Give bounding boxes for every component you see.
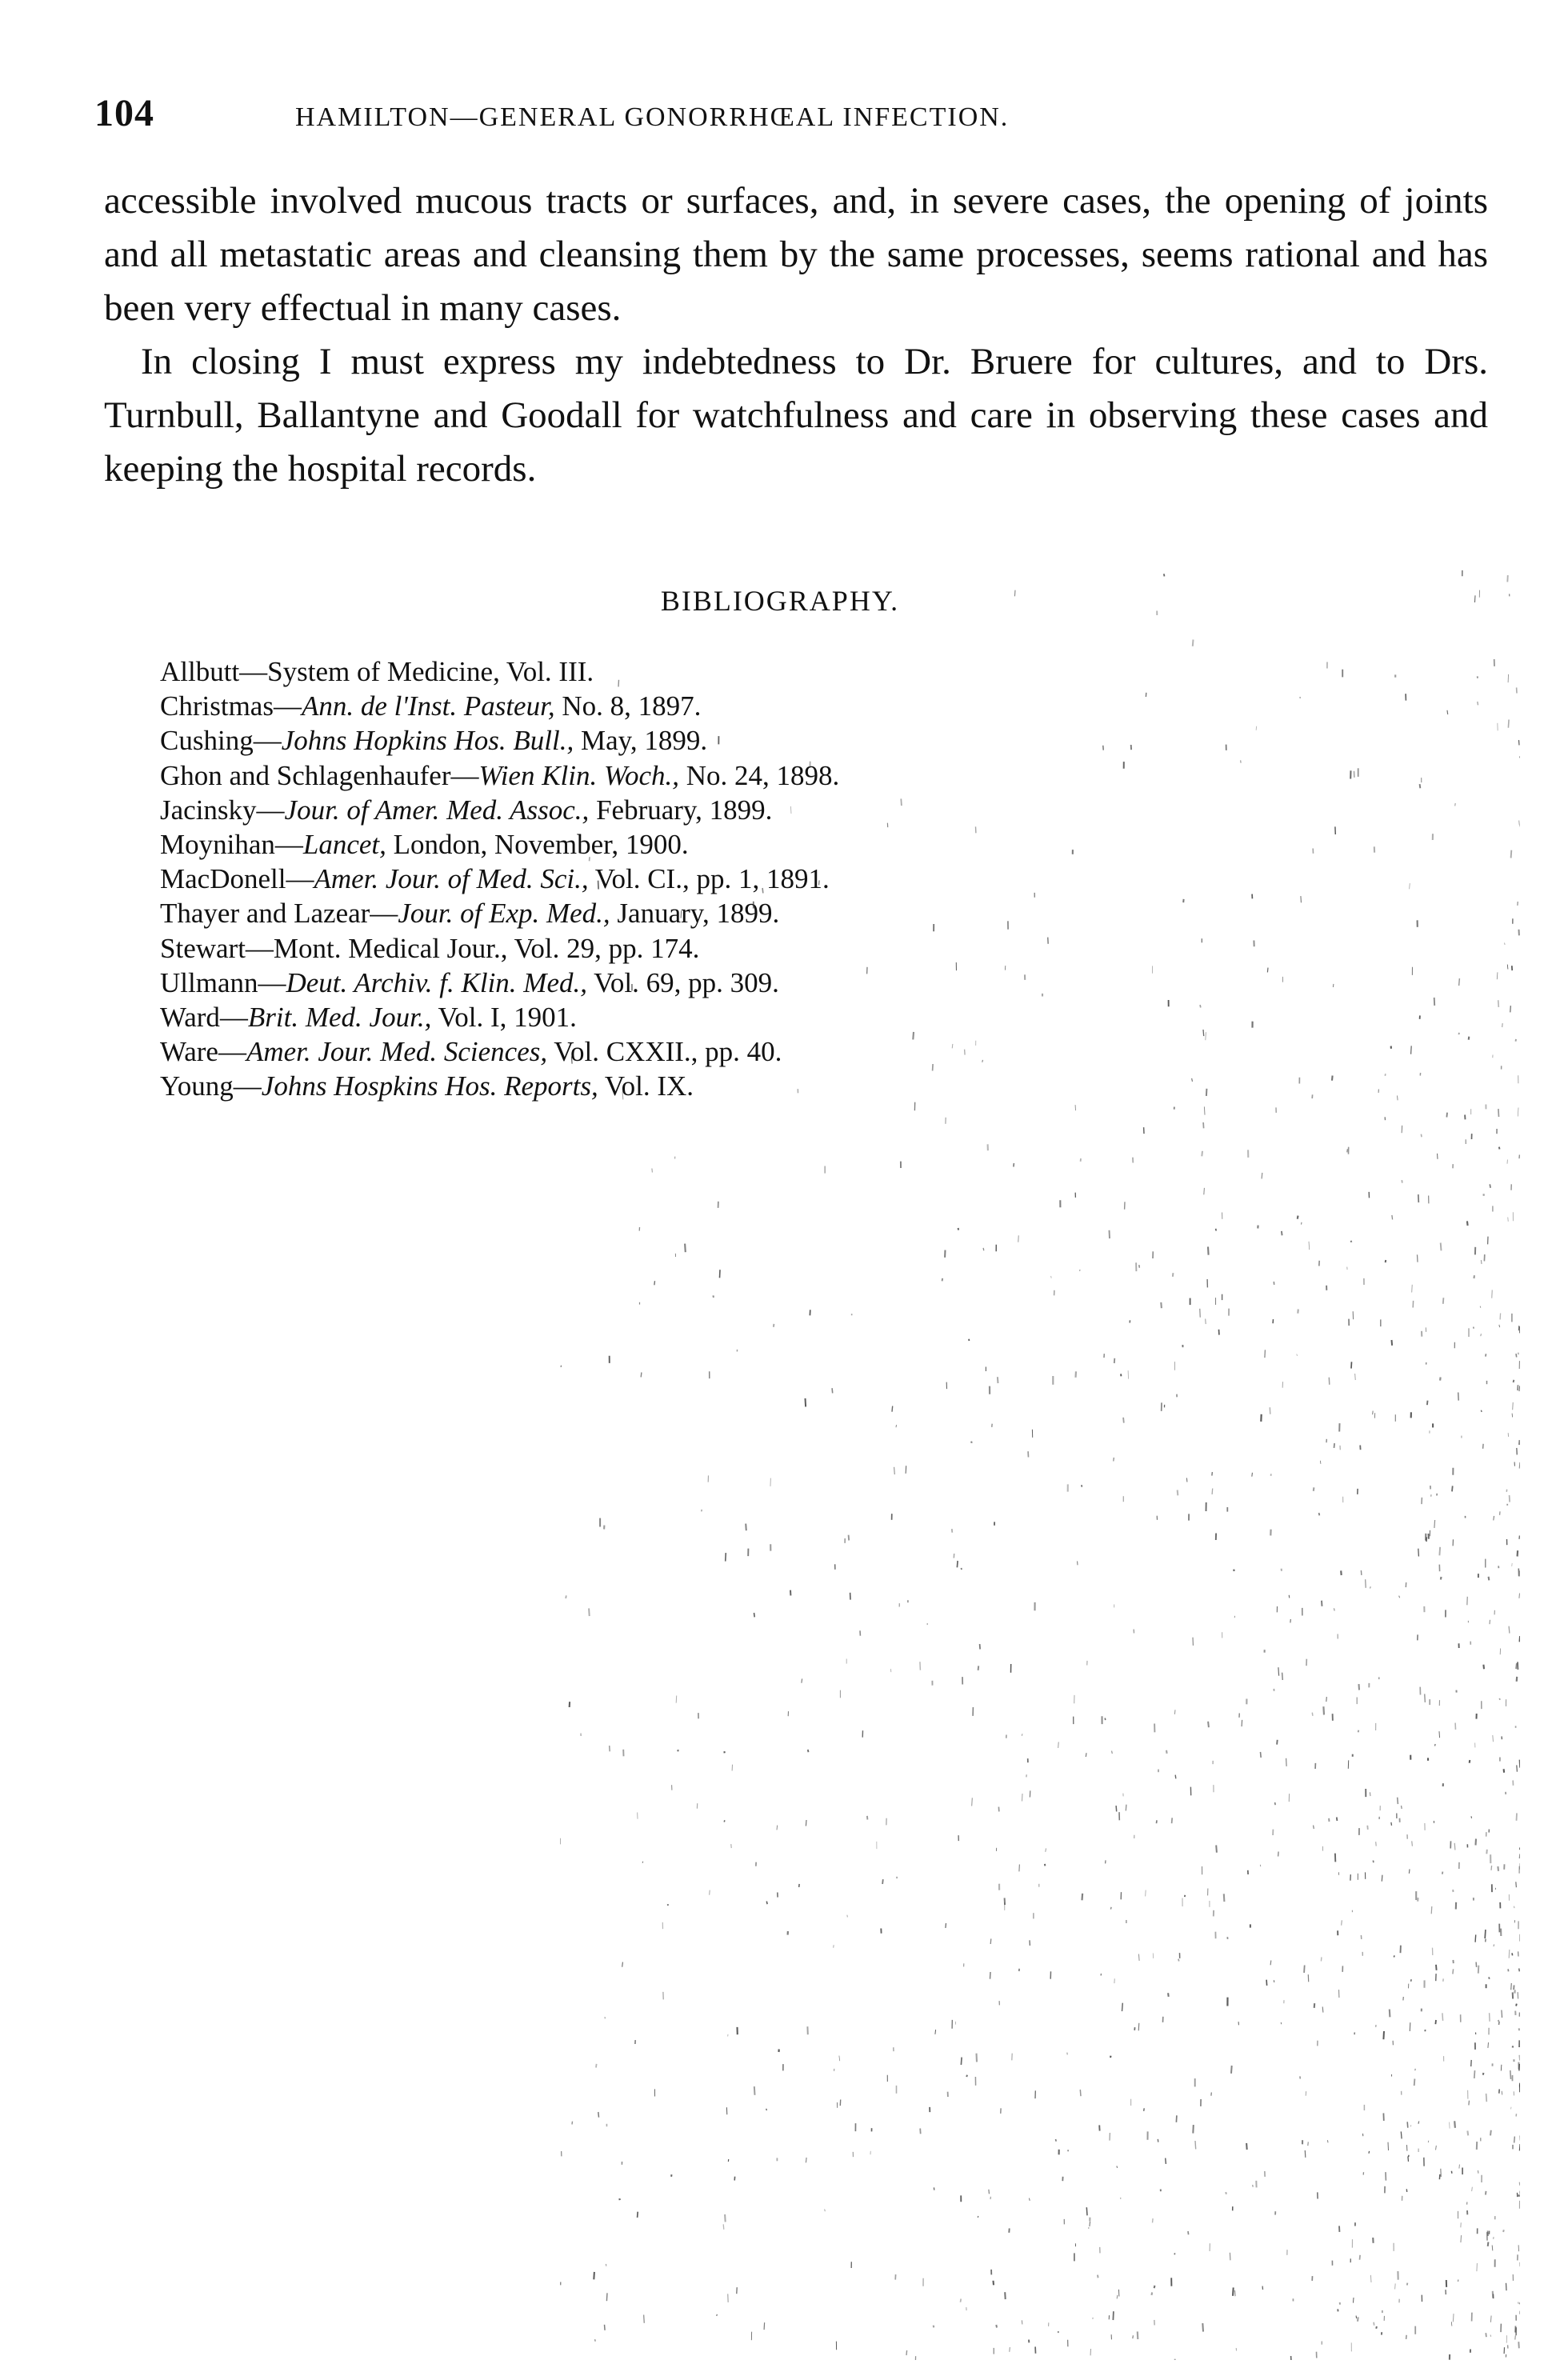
entry-journal: Amer. Jour. Med. Sciences, (246, 1036, 548, 1068)
bibliography-entry (160, 758, 1280, 793)
entry-details: No. 8, 1897. (554, 690, 702, 722)
entry-details: May, 1899. (574, 725, 708, 757)
running-title: HAMILTON—GENERAL GONORRHŒAL INFECTION. (295, 102, 1010, 132)
entry-author: Ward— (160, 1002, 248, 1034)
paragraph: In closing I must express my indebtedness to Dr. Bruere for cultures, and to Drs. Turnbull, Ballantyne and Goodall for watchfulness and care in observing these cases and keeping the hospital records. (104, 341, 1488, 490)
entry-journal: Deut. Archiv. f. Klin. Med., (286, 966, 587, 998)
bibliography-entry (160, 827, 1280, 862)
entry-journal: Lancet, (302, 829, 386, 861)
entry-author: Cushing— (160, 725, 282, 757)
entry-author: Jacinsky— (160, 794, 285, 826)
bibliography-entry (160, 723, 1280, 758)
bibliography-entry (160, 1069, 1280, 1103)
entry-author: Stewart—Mont. Medical Jour., Vol. 29, pp. 174. (160, 932, 700, 964)
page-number: 104 (94, 92, 154, 134)
bibliography-entry (160, 931, 1280, 966)
entry-author: Young— (160, 1070, 262, 1102)
entry-details: Vol. I, 1901. (431, 1002, 577, 1034)
entry-journal: Jour. of Amer. Med. Assoc., (284, 794, 590, 826)
entry-author: Moynihan— (160, 829, 303, 861)
entry-author: Christmas— (160, 690, 302, 722)
entry-details: January, 1899. (610, 898, 780, 930)
bibliography-entry (160, 1000, 1280, 1034)
entry-author: Thayer and Lazear— (160, 898, 398, 930)
bibliography-entry (160, 654, 1280, 689)
bibliography-heading: BIBLIOGRAPHY. (660, 585, 900, 617)
body-text (104, 174, 1488, 496)
entry-journal: Johns Hospkins Hos. Reports, (261, 1070, 598, 1102)
paragraph: accessible involved mucous tracts or surfaces, and, in severe cases, the opening of joints and all metastatic areas and cleansing them by the same processes, seems rational and has been very effectual in many cases. (104, 180, 1488, 329)
entry-journal: Amer. Jour. of Med. Sci., (314, 863, 589, 895)
entry-details: Vol. 69, pp. 309. (587, 966, 779, 998)
entry-details: February, 1899. (589, 794, 773, 826)
entry-details: London, November, 1900. (386, 829, 689, 861)
bibliography-entry (160, 966, 1280, 1000)
bibliography-entry (160, 689, 1280, 723)
entry-journal: Brit. Med. Jour., (247, 1002, 432, 1034)
entry-author: Ullmann— (160, 966, 286, 998)
bibliography-entry (160, 896, 1280, 930)
bibliography-entry (160, 862, 1280, 896)
running-head (94, 90, 1502, 138)
entry-journal: Wien Klin. Woch., (478, 759, 679, 791)
bibliography-list (160, 654, 1280, 1104)
entry-author: Ware— (160, 1036, 246, 1068)
entry-journal: Johns Hopkins Hos. Bull., (281, 725, 574, 757)
entry-details: Vol. IX. (598, 1070, 694, 1102)
entry-journal: Jour. of Exp. Med., (398, 898, 610, 930)
bibliography-entry (160, 793, 1280, 827)
entry-author: Allbutt—System of Medicine, Vol. III. (160, 656, 594, 687)
bibliography-entry (160, 1034, 1280, 1069)
entry-details: Vol. CXXII., pp. 40. (547, 1036, 782, 1068)
entry-details: No. 24, 1898. (679, 759, 840, 791)
entry-author: MacDonell— (160, 863, 314, 895)
entry-journal: Ann. de l'Inst. Pasteur, (301, 690, 555, 722)
entry-author: Ghon and Schlagenhaufer— (160, 759, 479, 791)
entry-details: Vol. CI., pp. 1, 1891. (588, 863, 830, 895)
